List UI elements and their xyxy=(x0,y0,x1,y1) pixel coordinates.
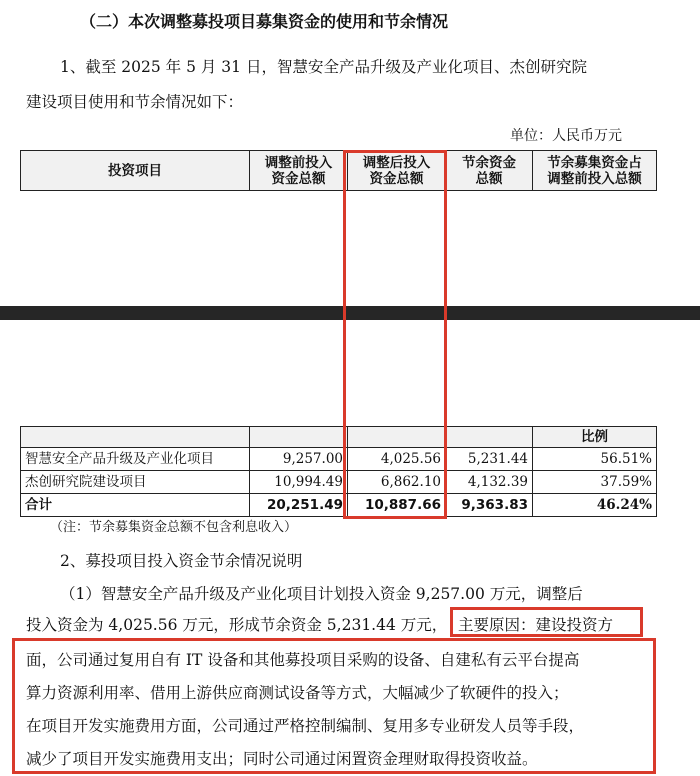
row-ratio: 37.59% xyxy=(533,471,657,494)
total-ratio: 46.24% xyxy=(533,494,657,517)
table-row xyxy=(21,448,657,471)
row-before: 9,257.00 xyxy=(250,448,348,471)
row-after: 4,025.56 xyxy=(348,448,446,471)
row-surplus: 5,231.44 xyxy=(446,448,533,471)
header-surplus: 节余资金 总额 xyxy=(446,151,533,191)
total-row xyxy=(21,494,657,517)
intro-line-2: 建设项目使用和节余情况如下： xyxy=(26,93,244,111)
header-after: 调整后投入 资金总额 xyxy=(348,151,446,191)
para-line-6: 减少了项目开发实施费用支出；同时公司通过闲置资金理财取得投资收益。 xyxy=(26,750,538,768)
highlight-reason-text xyxy=(12,638,656,774)
intro-line-1: 1、截至 2025 年 5 月 31 日，智慧安全产品升级及产业化项目、杰创研究院 xyxy=(60,58,587,76)
para-line-4: 算力资源利用率、借用上游供应商测试设备等方式，大幅减少了软硬件的投入； xyxy=(26,684,569,702)
header-ratio-cont: 比例 xyxy=(533,427,657,448)
para-line-2b: 主要原因：建设投资方 xyxy=(458,616,614,634)
para-line-2a: 投入资金为 4,025.56 万元，形成节余资金 5,231.44 万元， xyxy=(26,616,448,634)
section-2-title: 2、募投项目投入资金节余情况说明 xyxy=(60,552,303,570)
row-surplus: 4,132.39 xyxy=(446,471,533,494)
total-after: 10,887.66 xyxy=(348,494,446,517)
header-ratio: 节余募集资金占 调整前投入总额 xyxy=(533,151,657,191)
table-note: （注：节余募集资金总额不包含利息收入） xyxy=(50,520,298,535)
header-before: 调整前投入 资金总额 xyxy=(250,151,348,191)
highlight-after-column xyxy=(343,150,447,519)
para-line-3: 面，公司通过复用自有 IT 设备和其他募投项目采购的设备、自建私有云平台提高 xyxy=(26,651,580,669)
data-table xyxy=(20,426,657,517)
total-surplus: 9,363.83 xyxy=(446,494,533,517)
section-heading: （二）本次调整募投项目募集资金的使用和节余情况 xyxy=(80,12,449,31)
unit-label: 单位：人民币万元 xyxy=(510,128,622,144)
para-line-1: （1）智慧安全产品升级及产业化项目计划投入资金 9,257.00 万元，调整后 xyxy=(60,585,583,603)
header-project: 投资项目 xyxy=(21,151,250,191)
total-name: 合计 xyxy=(21,494,250,517)
row-before: 10,994.49 xyxy=(250,471,348,494)
row-after: 6,862.10 xyxy=(348,471,446,494)
row-name: 杰创研究院建设项目 xyxy=(21,471,250,494)
table-row xyxy=(21,471,657,494)
total-before: 20,251.49 xyxy=(250,494,348,517)
table-header xyxy=(20,150,657,191)
row-ratio: 56.51% xyxy=(533,448,657,471)
para-line-5: 在项目开发实施费用方面，公司通过严格控制编制、复用多专业研发人员等手段， xyxy=(26,717,585,735)
highlight-reason-label xyxy=(450,607,643,637)
row-name: 智慧安全产品升级及产业化项目 xyxy=(21,448,250,471)
